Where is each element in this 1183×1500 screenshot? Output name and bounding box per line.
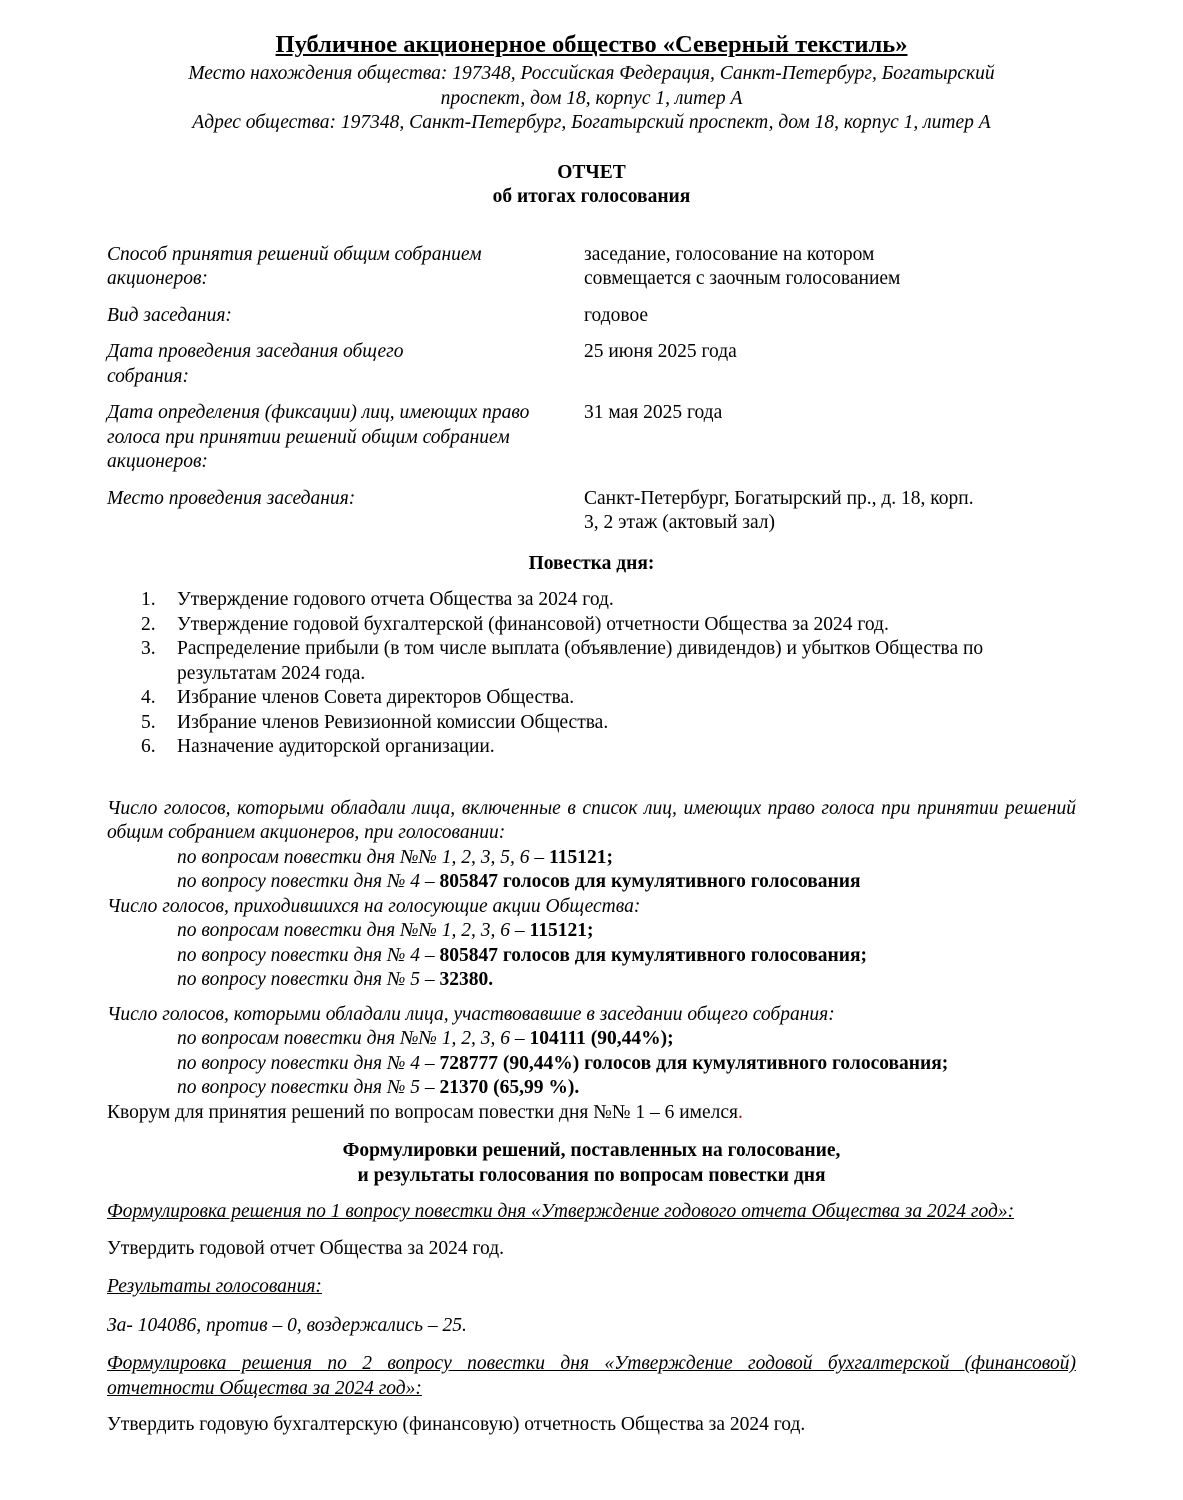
vote-line-prefix: по вопросам повестки дня №№ 1, 2, 3, 5, 6 –: [177, 846, 550, 868]
shares-votes-intro: Число голосов, приходившихся на голосующие акции Общества:: [107, 895, 641, 917]
agenda-item-text: Избрание членов Ревизионной комиссии Общества.: [177, 711, 609, 733]
company-title: Публичное акционерное общество «Северный текстиль»: [275, 31, 908, 58]
shares-votes-q4: [107, 944, 1076, 969]
company-location: [107, 62, 1076, 136]
decisions-heading: [107, 1139, 1076, 1188]
agenda-item-number: 5.: [141, 711, 156, 733]
agenda-item-number: 4.: [141, 687, 156, 708]
agenda-item-number: 6.: [141, 736, 156, 757]
info-value: 25 июня 2025 года: [584, 341, 737, 362]
agenda-item: [141, 735, 1076, 760]
company-address: Адрес общества: 197348, Санкт-Петербург, Богатырский проспект, дом 18, корпус 1, литер А: [192, 112, 991, 133]
agenda-item-text: Утверждение годовой бухгалтерской (финансовой) отчетности Общества за 2024 год.: [177, 613, 889, 635]
participant-votes-intro: Число голосов, которыми обладали лица, участвовавшие в заседании общего собрания:: [107, 1003, 835, 1025]
decision-q2-heading: Формулировка решения по 2 вопросу повестки дня «Утверждение годовой бухгалтерской (финансовой) отчетности Общества за 2024 год»:: [107, 1353, 1076, 1399]
list-votes-intro: Число голосов, которыми обладали лица, включенные в список лиц, имеющих право голоса при принятии решений общим собранием акционеров, при голосовании:: [107, 797, 1076, 843]
meeting-info-table: [107, 243, 1076, 536]
agenda-item-text: Распределение прибыли (в том числе выплата (объявление) дивидендов) и убытков Общества по результатам 2024 года.: [177, 638, 984, 684]
info-value: 31 мая 2025 года: [584, 402, 723, 423]
vote-line-prefix: по вопросам повестки дня №№ 1, 2, 3, 6 –: [177, 920, 530, 941]
vote-line-prefix: по вопросам повестки дня №№ 1, 2, 3, 6 –: [177, 1028, 530, 1049]
agenda-item-number: 3.: [141, 638, 156, 659]
info-row-record-date: [107, 401, 1076, 475]
agenda-item: [141, 588, 1076, 613]
vote-line-value: 32380.: [439, 969, 494, 990]
location-line-1: Место нахождения общества: 197348, Российская Федерация, Санкт-Петербург, Богатырский: [188, 63, 995, 84]
info-row-place: [107, 487, 1076, 536]
info-label: Дата определения (фиксации) лиц, имеющих право голоса при принятии решений общим собранием акционеров:: [107, 402, 530, 472]
vote-line-value: 805847 голосов для кумулятивного голосования: [439, 871, 861, 892]
info-row-method: [107, 243, 1076, 292]
list-votes-q4: [107, 870, 1076, 895]
shares-votes-q1236: [107, 919, 1076, 944]
shares-votes-q5: [107, 968, 1076, 993]
quorum-statement: [107, 1101, 1076, 1126]
vote-line-prefix: по вопросу повестки дня № 4 –: [177, 944, 440, 966]
agenda-title: Повестка дня:: [528, 552, 655, 574]
report-subtitle: об итогах голосования: [492, 185, 691, 207]
results-label: Результаты голосования:: [107, 1276, 322, 1297]
quorum-text: Кворум для принятия решений по вопросам повестки дня №№ 1 – 6 имелся: [107, 1101, 739, 1123]
decisions-heading-line-1: Формулировки решений, поставленных на голосование,: [342, 1140, 841, 1161]
info-row-type: [107, 304, 1076, 329]
vote-line-prefix: по вопросу повестки дня № 4 –: [177, 1052, 440, 1074]
quorum-dot: .: [738, 1101, 743, 1123]
participant-votes-q5: [107, 1076, 1076, 1101]
agenda-item-text: Утверждение годового отчета Общества за 2024 год.: [177, 589, 614, 610]
vote-line-value: 115121;: [549, 846, 613, 868]
report-heading: [107, 161, 1076, 209]
info-value: Санкт-Петербург, Богатырский пр., д. 18, корп. 3, 2 этаж (актовый зал): [584, 487, 974, 533]
info-value: годовое: [584, 304, 649, 326]
vote-line-value: 21370 (65,99 %).: [439, 1077, 580, 1098]
agenda-item: [141, 637, 1076, 686]
agenda-item-number: 2.: [141, 613, 156, 635]
info-value: заседание, голосование на котором совмещается с заочным голосованием: [584, 243, 901, 289]
vote-line-prefix: по вопросу повестки дня № 5 –: [177, 969, 440, 990]
decision-q1-results: За- 104086, против – 0, воздержались – 25.: [107, 1314, 467, 1336]
vote-line-value: 805847 голосов для кумулятивного голосования;: [439, 944, 868, 966]
agenda-item-text: Назначение аудиторской организации.: [177, 736, 495, 757]
agenda-list: [107, 588, 1076, 760]
decision-q2-text: Утвердить годовую бухгалтерскую (финансовую) отчетность Общества за 2024 год.: [107, 1414, 806, 1435]
info-label: Место проведения заседания:: [107, 487, 356, 509]
agenda-item: [141, 613, 1076, 638]
decision-q1-heading: Формулировка решения по 1 вопросу повестки дня «Утверждение годового отчета Общества за 2024 год»:: [107, 1201, 1015, 1222]
participant-votes-q1236: [107, 1027, 1076, 1052]
vote-line-value: 104111 (90,44%);: [529, 1028, 674, 1049]
agenda-item: [141, 686, 1076, 711]
info-label: Способ принятия решений общим собранием акционеров:: [107, 243, 482, 289]
decision-q1-text: Утвердить годовой отчет Общества за 2024 год.: [107, 1237, 505, 1259]
info-row-date: [107, 340, 1076, 389]
agenda-item-number: 1.: [141, 589, 156, 610]
agenda-item: [141, 711, 1076, 736]
agenda-item-text: Избрание членов Совета директоров Общества.: [177, 687, 575, 708]
votes-block: [107, 797, 1076, 1126]
location-line-2: проспект, дом 18, корпус 1, литер А: [440, 87, 743, 109]
info-label: Дата проведения заседания общего собрания:: [107, 341, 404, 387]
participant-votes-q4: [107, 1052, 1076, 1077]
list-votes-q12356: [107, 846, 1076, 871]
vote-line-prefix: по вопросу повестки дня № 5 –: [177, 1077, 440, 1098]
vote-line-value: 728777 (90,44%) голосов для кумулятивного голосования;: [439, 1052, 949, 1074]
report-title: ОТЧЕТ: [557, 161, 626, 183]
vote-line-value: 115121;: [529, 920, 594, 941]
vote-line-prefix: по вопросу повестки дня № 4 –: [177, 871, 440, 892]
decisions-heading-line-2: и результаты голосования по вопросам повестки дня: [357, 1164, 826, 1186]
info-label: Вид заседания:: [107, 304, 232, 326]
